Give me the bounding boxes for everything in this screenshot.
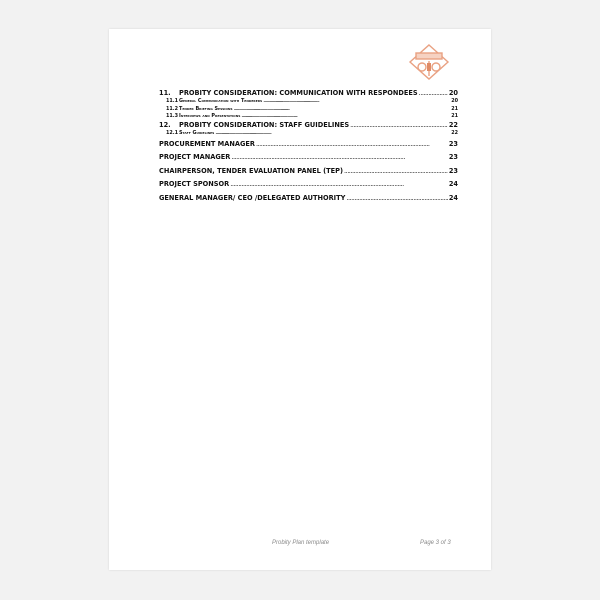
- table-of-contents: [159, 89, 458, 205]
- dot-leader: [344, 165, 448, 179]
- dot-leader: [256, 138, 448, 152]
- toc-page-number: 22: [451, 130, 458, 137]
- toc-number: 11.1: [166, 98, 179, 104]
- toc-entry-project-sponsor[interactable]: [159, 178, 458, 192]
- toc-entry-12-1[interactable]: [159, 130, 458, 138]
- toc-entry-11-1[interactable]: [159, 98, 458, 106]
- toc-label: PROJECT MANAGER: [159, 153, 231, 162]
- toc-page-number: 24: [448, 180, 458, 189]
- toc-number: 11.: [159, 89, 171, 97]
- document-page: [109, 29, 491, 570]
- toc-entry-11[interactable]: [159, 89, 458, 98]
- toc-entry-procurement-manager[interactable]: [159, 138, 458, 152]
- toc-page-number: 22: [448, 121, 458, 130]
- toc-entry-11-2[interactable]: [159, 106, 458, 114]
- toc-number: 11.2: [166, 105, 179, 112]
- dot-leader: [346, 192, 447, 206]
- dot-leader: [234, 106, 451, 114]
- toc-entry-chairperson[interactable]: [159, 165, 458, 179]
- toc-entry-general-manager[interactable]: [159, 192, 458, 206]
- toc-label: PROBITY CONSIDERATION: STAFF GUIDELINES: [179, 121, 350, 130]
- toc-page-number: 21: [451, 113, 458, 120]
- toc-entry-12[interactable]: [159, 121, 458, 130]
- toc-page-number: 20: [451, 98, 458, 104]
- toc-label: GENERAL MANAGER/ CEO /DELEGATED AUTHORITY: [159, 193, 346, 202]
- dot-leader: [350, 121, 448, 130]
- toc-page-number: 23: [448, 139, 458, 148]
- footer-document-title: Probity Plan template: [272, 540, 330, 546]
- toc-page-number: 24: [448, 193, 458, 202]
- toc-label: CHAIRPERSON, TENDER EVALUATION PANEL (TEP): [159, 166, 344, 175]
- toc-number: 11.3: [166, 113, 179, 120]
- toc-page-number: 21: [451, 105, 458, 112]
- dot-leader: [215, 130, 450, 138]
- toc-page-number: 20: [448, 89, 458, 97]
- toc-label: Staff Guidelines: [179, 130, 215, 137]
- toc-entry-11-3[interactable]: [159, 113, 458, 121]
- toc-entry-project-manager[interactable]: [159, 151, 458, 165]
- dot-leader: [419, 89, 448, 98]
- dot-leader: [231, 151, 447, 165]
- toc-label: PROBITY CONSIDERATION: COMMUNICATION WITH RESPONDEES: [179, 89, 418, 97]
- toc-label: Tender Briefing Sessions: [179, 105, 233, 112]
- toc-label: PROCUREMENT MANAGER: [159, 139, 255, 148]
- dot-leader: [230, 178, 448, 192]
- toc-label: PROJECT SPONSOR: [159, 180, 230, 189]
- toc-page-number: 23: [448, 153, 458, 162]
- toc-label: General Communication with Tenderers: [179, 98, 263, 104]
- stamp-logo-icon: [408, 43, 450, 81]
- footer-page-number: Page 3 of 3: [420, 540, 451, 546]
- toc-label: Interviews and Presentations: [179, 113, 241, 120]
- toc-page-number: 23: [448, 166, 458, 175]
- toc-number: 12.: [159, 121, 171, 130]
- dot-leader: [263, 98, 450, 106]
- dot-leader: [241, 113, 450, 121]
- toc-number: 12.1: [166, 130, 179, 137]
